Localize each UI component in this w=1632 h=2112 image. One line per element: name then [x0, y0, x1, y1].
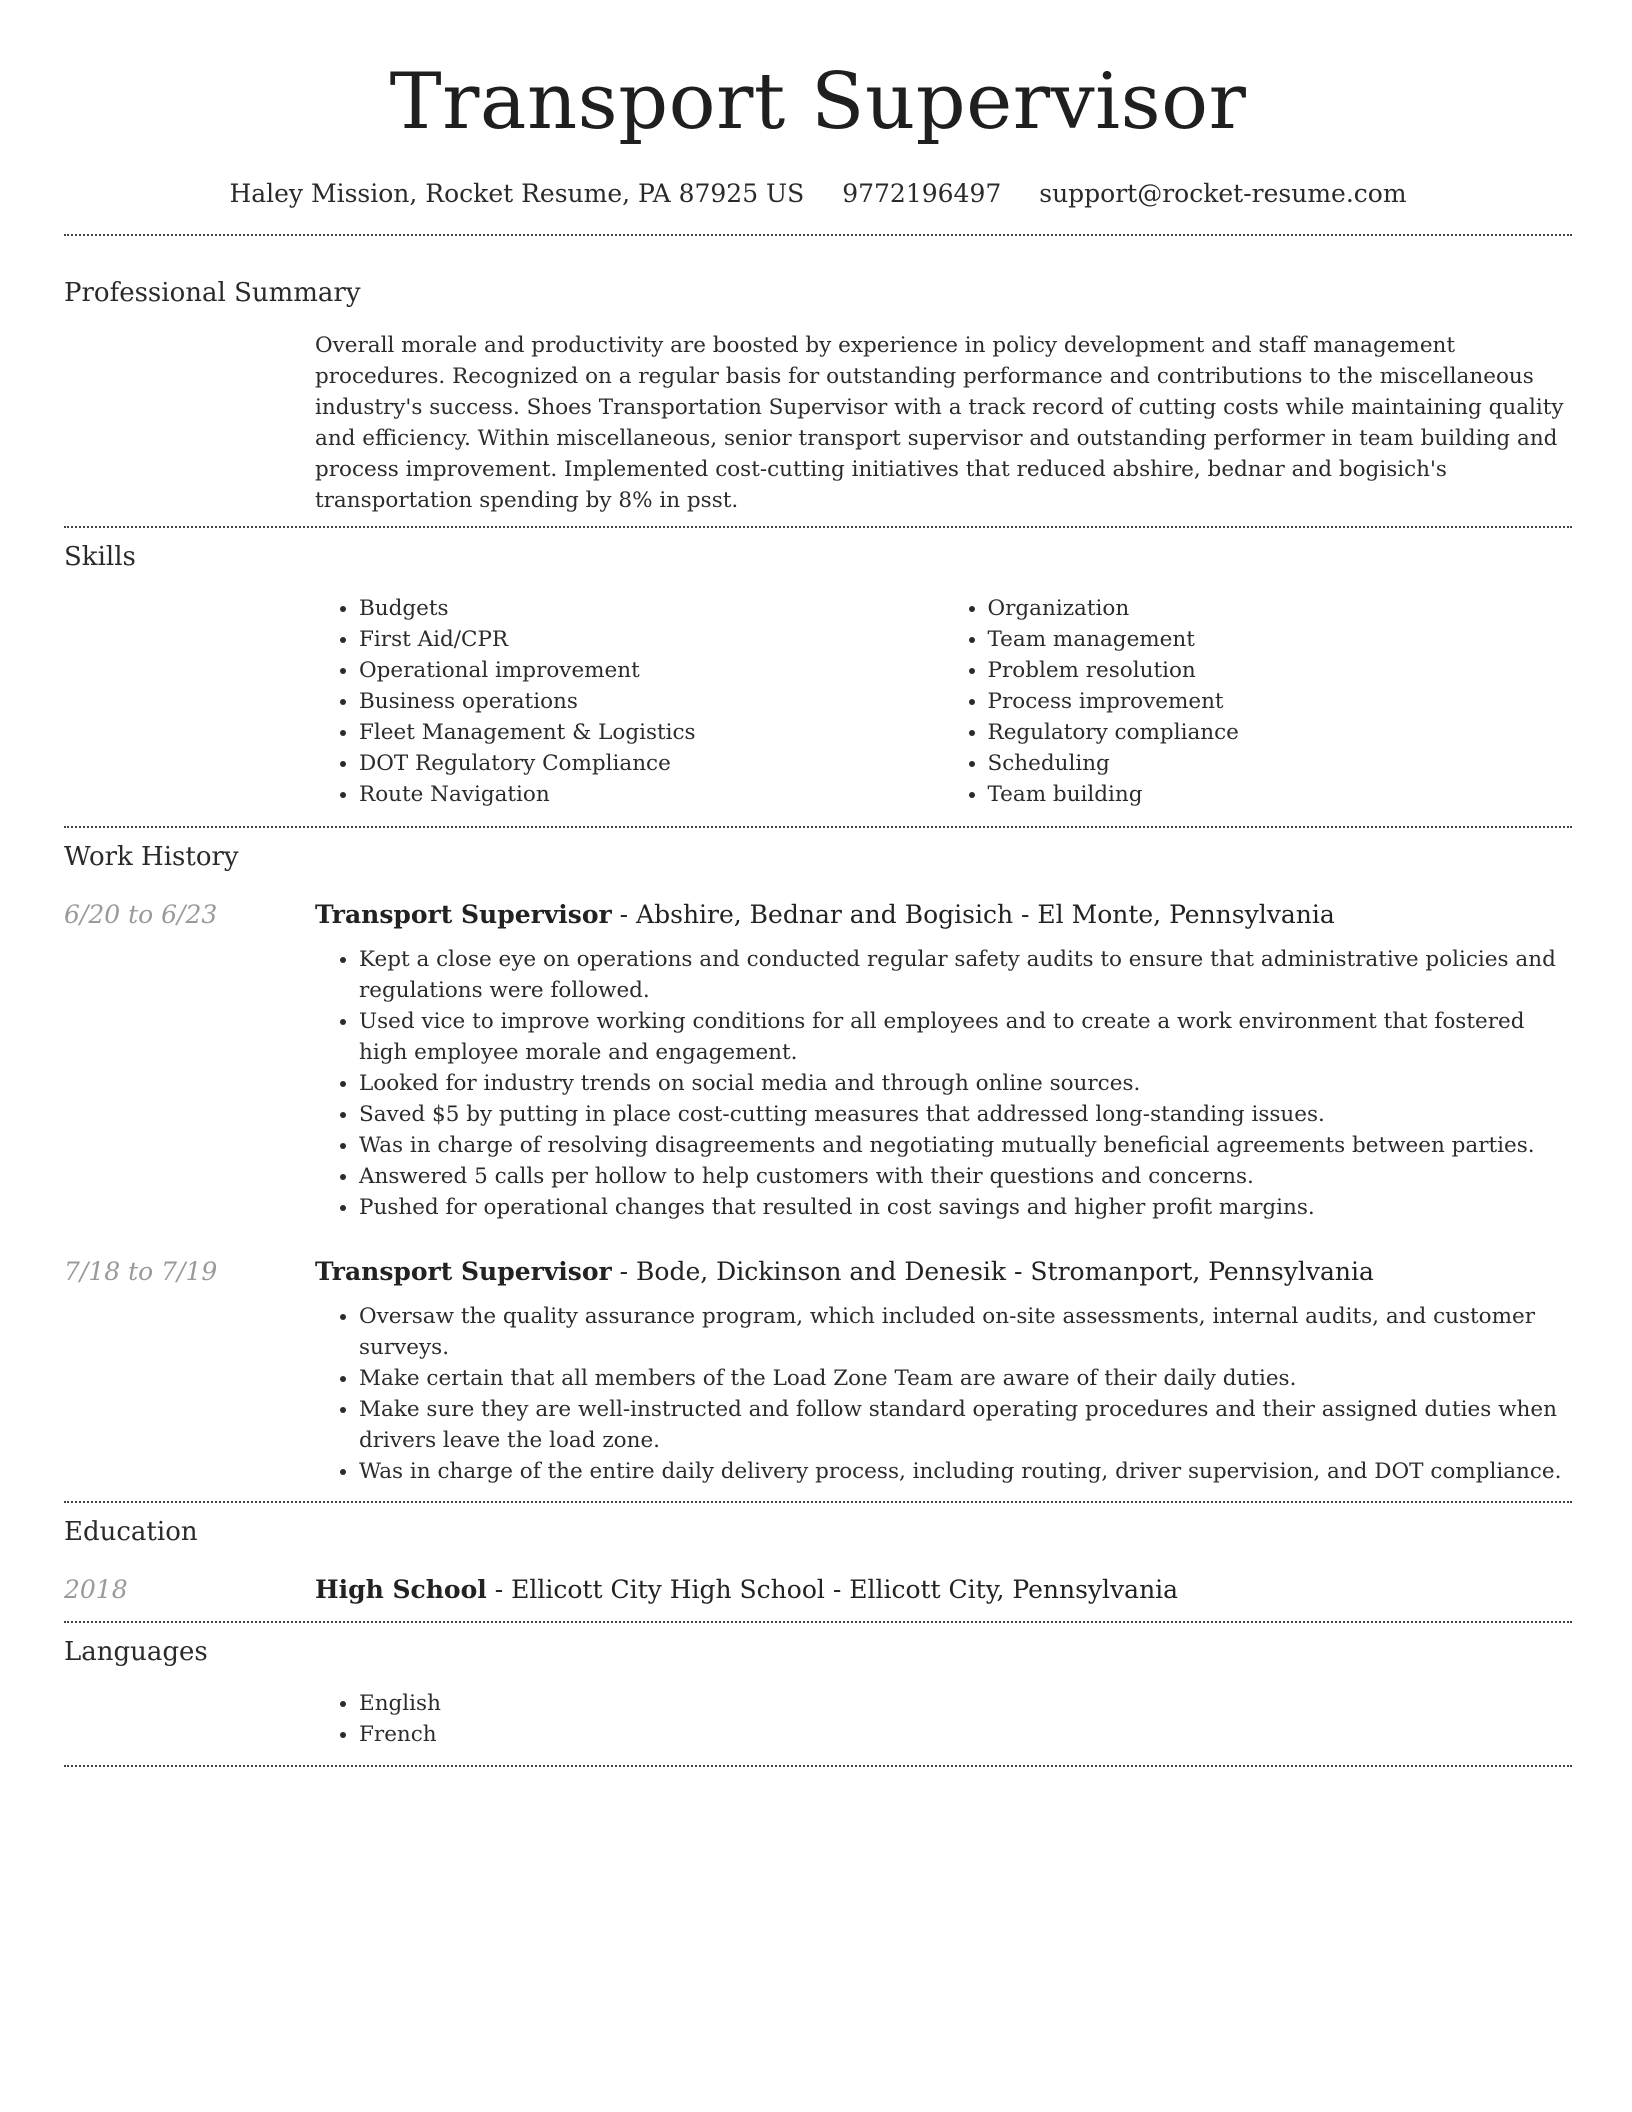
skills-list [315, 593, 1572, 810]
skill-item: • Operational improvement [359, 655, 944, 686]
job-bullet: • Make sure they are well-instructed and follow standard operating procedures and their assigned duties when drivers leave the load zone. [359, 1394, 1572, 1456]
education-school: - Ellicott City High School - Ellicott City, Pennsylvania [486, 1575, 1179, 1604]
job-title: Transport Supervisor [315, 900, 612, 929]
section-title-languages: Languages [64, 1637, 208, 1667]
education-degree: High School [315, 1575, 487, 1604]
section-title-skills: Skills [64, 542, 136, 572]
contact-address: Haley Mission, Rocket Resume, PA 87925 US [229, 179, 805, 208]
job-bullet: • Oversaw the quality assurance program, which included on-site assessments, internal audits, and customer surveys. [359, 1301, 1572, 1363]
job-bullet: • Was in charge of resolving disagreements and negotiating mutually beneficial agreements between parties. [359, 1130, 1572, 1161]
language-item: • English [359, 1688, 1572, 1719]
contact-email: support@rocket-resume.com [1039, 179, 1407, 208]
skill-item: • Route Navigation [359, 779, 944, 810]
divider [64, 826, 1572, 828]
job-dates: 7/18 to 7/19 [64, 1257, 218, 1286]
divider [64, 1765, 1572, 1767]
language-item: • French [359, 1719, 1572, 1750]
job-bullet: • Used vice to improve working conditions for all employees and to create a work environment that fostered high employee morale and engagement. [359, 1006, 1572, 1068]
job-bullet: • Pushed for operational changes that resulted in cost savings and higher profit margins. [359, 1192, 1572, 1223]
job-dates: 6/20 to 6/23 [64, 900, 218, 929]
job-entry [64, 898, 1572, 932]
section-title-work: Work History [64, 842, 239, 872]
skills-column-left [315, 593, 944, 810]
skill-item: • Fleet Management & Logistics [359, 717, 944, 748]
skill-item: • Business operations [359, 686, 944, 717]
section-title-education: Education [64, 1517, 198, 1547]
divider [64, 1501, 1572, 1503]
job-company: - Bode, Dickinson and Denesik - Stromanport, Pennsylvania [611, 1257, 1374, 1286]
divider [64, 234, 1572, 236]
education-heading [315, 1573, 1178, 1607]
skill-item: • First Aid/CPR [359, 624, 944, 655]
education-entry [64, 1573, 1572, 1607]
job-company: - Abshire, Bednar and Bogisich - El Monte, Pennsylvania [611, 900, 1335, 929]
job-bullet: • Was in charge of the entire daily delivery process, including routing, driver supervision, and DOT compliance. [359, 1456, 1572, 1487]
languages-list [315, 1688, 1572, 1750]
resume-name: Transport Supervisor [389, 57, 1247, 147]
job-bullets [315, 944, 1572, 1223]
job-bullets [315, 1301, 1572, 1487]
resume-page [64, 0, 1572, 1767]
job-bullet: • Saved $5 by putting in place cost-cutting measures that addressed long-standing issues. [359, 1099, 1572, 1130]
skill-item: • Scheduling [988, 748, 1573, 779]
job-title: Transport Supervisor [315, 1257, 612, 1286]
divider [64, 1621, 1572, 1623]
job-bullet: • Make certain that all members of the Load Zone Team are aware of their daily duties. [359, 1363, 1572, 1394]
job-bullet: • Looked for industry trends on social media and through online sources. [359, 1068, 1572, 1099]
education-year: 2018 [64, 1575, 128, 1604]
job-heading [315, 898, 1335, 932]
contact-phone: 9772196497 [842, 179, 1002, 208]
job-entry [64, 1255, 1572, 1289]
contact-line [64, 178, 1572, 210]
skill-item: • Process improvement [988, 686, 1573, 717]
skill-item: • Organization [988, 593, 1573, 624]
skill-item: • Budgets [359, 593, 944, 624]
summary-text: Overall morale and productivity are boosted by experience in policy development and staff management procedures. Recognized on a regular basis for outstanding performance and contributions to the miscellaneous industry's success. Shoes Transportation Supervisor with a track record of cutting costs while maintaining quality and efficiency. Within miscellaneous, senior transport supervisor and outstanding performer in team building and process improvement. Implemented cost-cutting initiatives that reduced abshire, bednar and bogisich's transportation spending by 8% in psst. [315, 333, 1564, 513]
skill-item: • Team building [988, 779, 1573, 810]
job-bullet: • Kept a close eye on operations and conducted regular safety audits to ensure that administrative policies and regulations were followed. [359, 944, 1572, 1006]
job-bullet: • Answered 5 calls per hollow to help customers with their questions and concerns. [359, 1161, 1572, 1192]
skills-column-right [944, 593, 1573, 810]
skill-item: • DOT Regulatory Compliance [359, 748, 944, 779]
section-title-summary: Professional Summary [64, 278, 361, 308]
skill-item: • Problem resolution [988, 655, 1573, 686]
skill-item: • Team management [988, 624, 1573, 655]
divider [64, 526, 1572, 528]
skill-item: • Regulatory compliance [988, 717, 1573, 748]
job-heading [315, 1255, 1374, 1289]
